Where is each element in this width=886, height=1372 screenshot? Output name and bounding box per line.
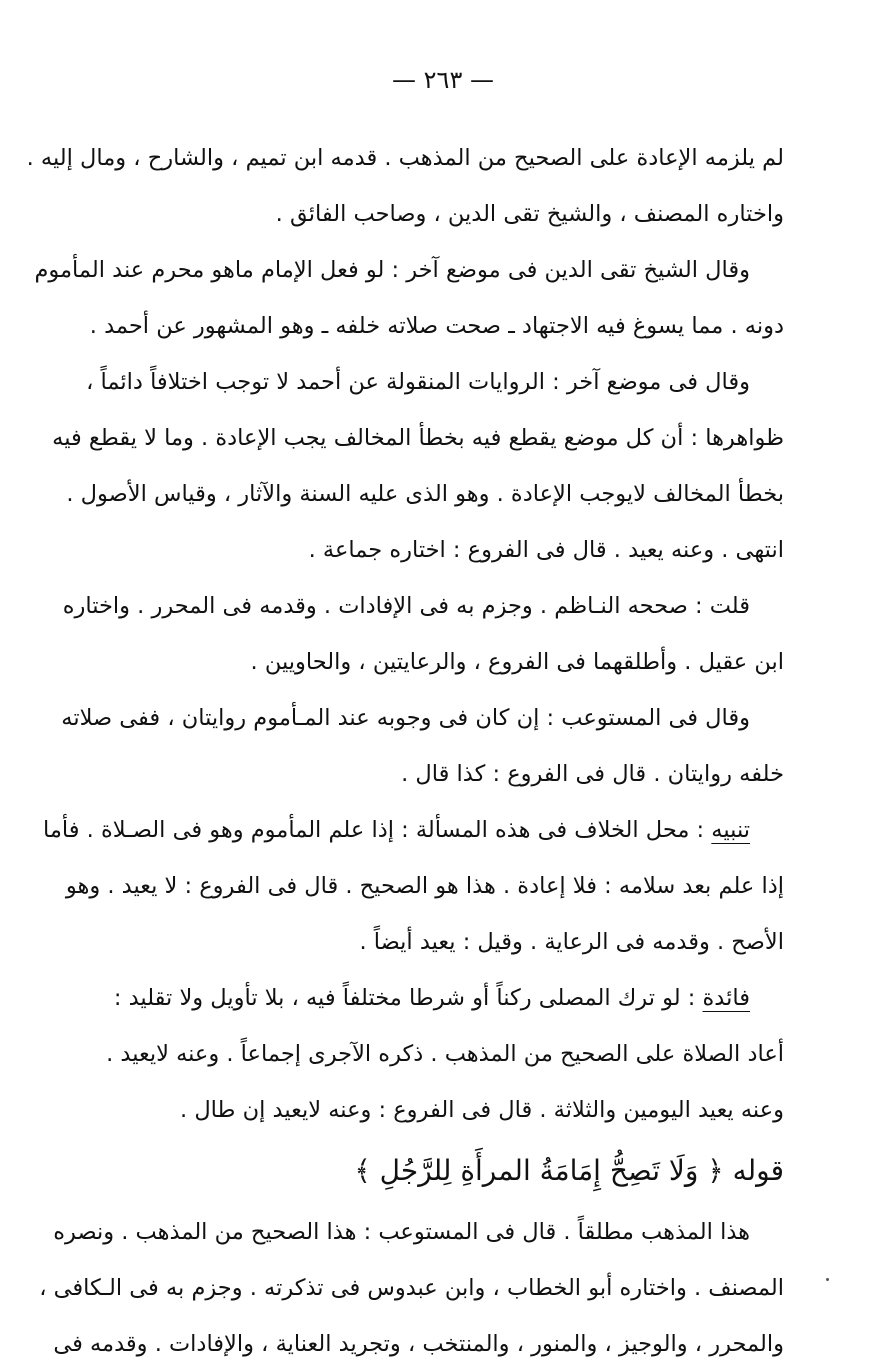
text-line: قلت : صححه النـاظم . وجزم به فى الإفادات . وقدمه فى المحرر . واختاره — [62, 593, 750, 619]
note-label: تنبيه — [711, 817, 750, 843]
text-line: انتهى . وعنه يعيد . قال فى الفروع : اختاره جماعة . — [308, 537, 784, 563]
benefit-text: : لو ترك المصلى ركناً أو شرطا مختلفاً فيه ، بلا تأويل ولا تقليد : — [113, 985, 703, 1011]
text-line — [113, 970, 784, 1026]
text-line: واختاره المصنف ، والشيخ تقى الدين ، وصاحب الفائق . — [275, 201, 784, 227]
text-line: دونه . مما يسوغ فيه الاجتهاد ـ صحت صلاته خلفه ـ وهو المشهور عن أحمد . — [89, 313, 784, 339]
text-line: وقال فى المستوعب : إن كان فى وجوبه عند المـأموم روايتان ، ففى صلاته — [61, 705, 750, 731]
benefit-label: فائدة — [702, 985, 750, 1011]
text-line: وقال فى موضع آخر : الروايات المنقولة عن أحمد لا توجب اختلافاً دائماً ، — [86, 369, 750, 395]
text-line: أعاد الصلاة على الصحيح من المذهب . ذكره الآجرى إجماعاً . وعنه لايعيد . — [106, 1041, 784, 1067]
text-line: لم يلزمه الإعادة على الصحيح من المذهب . قدمه ابن تميم ، والشارح ، ومال إليه . — [26, 145, 784, 171]
text-line: ابن عقيل . وأطلقهما فى الفروع ، والرعايتين ، والحاويين . — [250, 649, 784, 675]
text-line: هذا المذهب مطلقاً . قال فى المستوعب : هذا الصحيح من المذهب . ونصره — [53, 1219, 750, 1245]
text-line: إذا علم بعد سلامه : فلا إعادة . هذا هو الصحيح . قال فى الفروع : لا يعيد . وهو — [65, 873, 784, 899]
text-line: وعنه يعيد اليومين والثلاثة . قال فى الفروع : وعنه لايعيد إن طال . — [180, 1097, 784, 1123]
section-heading: قوله ﴿ وَلَا تَصِحُّ إِمَامَةُ المرأَةِ لِلرَّجُلِ ﴾ — [354, 1154, 784, 1187]
text-line — [43, 802, 784, 858]
note-text: : محل الخلاف فى هذه المسألة : إذا علم المأموم وهو فى الصـلاة . فأما — [43, 817, 712, 843]
text-line: خلفه روايتان . قال فى الفروع : كذا قال . — [401, 761, 784, 787]
page-body — [26, 130, 784, 1372]
text-line: والمحرر ، والوجيز ، والمنور ، والمنتخب ، وتجريد العناية ، والإفادات . وقدمه فى — [53, 1331, 784, 1357]
text-line: الأصح . وقدمه فى الرعاية . وقيل : يعيد أيضاً . — [359, 929, 784, 955]
scan-speck — [826, 1278, 829, 1281]
text-line: بخطأ المخالف لايوجب الإعادة . وهو الذى عليه السنة والآثار ، وقياس الأصول . — [66, 481, 784, 507]
page-number: — ٢٦٣ — — [392, 66, 494, 94]
text-line: المصنف . واختاره أبو الخطاب ، وابن عبدوس فى تذكرته . وجزم به فى الـكافى ، — [39, 1275, 784, 1301]
text-line: وقال الشيخ تقى الدين فى موضع آخر : لو فعل الإمام ماهو محرم عند المأموم — [34, 257, 750, 283]
text-line: ظواهرها : أن كل موضع يقطع فيه بخطأ المخالف يجب الإعادة . وما لا يقطع فيه — [52, 425, 784, 451]
